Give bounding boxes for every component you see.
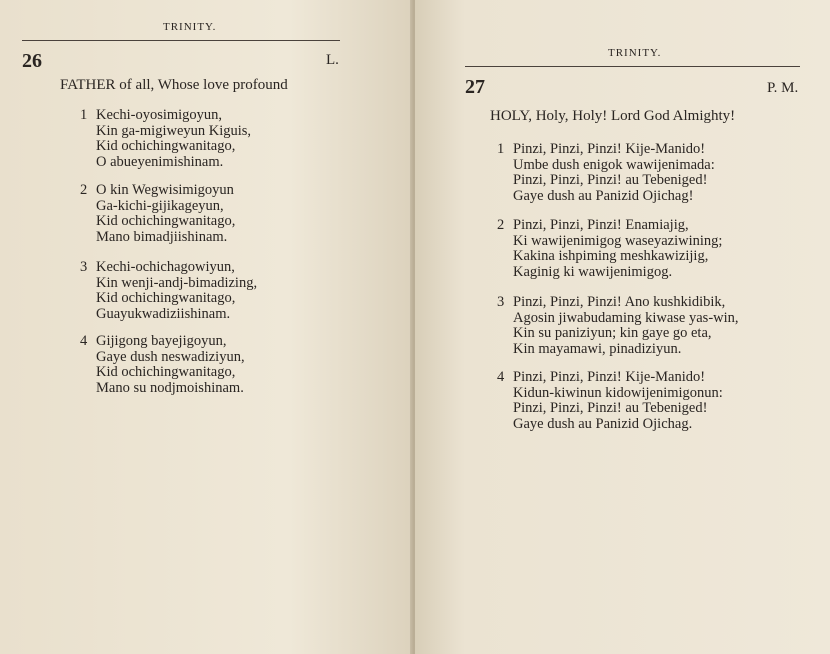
verse-line: Pinzi, Pinzi, Pinzi! Kije-Manido!	[513, 369, 706, 385]
verse-line: Pinzi, Pinzi, Pinzi! au Tebeniged!	[513, 400, 708, 416]
verse-line: Kaginig ki wawijenimigog.	[513, 263, 673, 280]
stanza-number: 3	[497, 294, 505, 310]
stanza-number: 2	[497, 217, 505, 233]
verse-line: Pinzi, Pinzi, Pinzi! Kije-Manido!	[513, 141, 706, 157]
stanza-number: 1	[497, 141, 505, 157]
right-page	[415, 0, 830, 654]
verse-line: Kidun-kiwinun kidowijenimigonun:	[513, 384, 723, 401]
hymn-first-line: FATHER of all, Whose love profound	[60, 77, 288, 93]
verse-line: Kid ochichingwanitago,	[96, 213, 236, 229]
verse-line: Gaye dush au Panizid Ojichag.	[513, 415, 693, 432]
hymn-number: 27	[465, 76, 485, 98]
hymn-meter: L.	[326, 52, 339, 68]
verse-line: Kid ochichingwanitago,	[96, 138, 236, 154]
hymn-meter: P. M.	[767, 80, 799, 96]
verse-line: Kakina ishpiming meshkawizijig,	[513, 248, 709, 264]
stanza	[80, 183, 235, 245]
stanza	[497, 295, 739, 357]
verse-line: Pinzi, Pinzi, Pinzi! Ano kushkidibik,	[513, 294, 726, 310]
stanza	[80, 260, 257, 322]
stanza-number: 4	[497, 369, 505, 385]
verse-line: Kin mayamawi, pinadiziyun.	[513, 340, 682, 357]
left-page	[0, 0, 413, 654]
stanza	[497, 218, 722, 280]
hymn-number: 26	[22, 50, 42, 72]
stanza-number: 4	[80, 333, 88, 349]
verse-line: Mano su nodjmoishinam.	[96, 379, 244, 396]
hymn-first-line: HOLY, Holy, Holy! Lord God Almighty!	[490, 108, 736, 124]
verse-line: Kid ochichingwanitago,	[96, 290, 236, 306]
stanza	[80, 108, 251, 170]
verse-line: Kid ochichingwanitago,	[96, 364, 236, 380]
stanza-number: 2	[80, 182, 88, 198]
stanza-number: 3	[80, 259, 88, 275]
verse-line: Kin ga-migiweyun Kiguis,	[96, 122, 252, 139]
verse-line: Umbe dush enigok wawijenimada:	[513, 156, 715, 173]
verse-line: Kechi-oyosimigoyun,	[96, 107, 223, 123]
verse-line: O kin Wegwisimigoyun	[96, 182, 234, 198]
header-rule	[465, 66, 800, 67]
verse-line: Agosin jiwabudaming kiwase yas-win,	[513, 309, 739, 326]
verse-line: Kin wenji-andj-bimadizing,	[96, 274, 258, 291]
verse-line: Ki wawijenimigog waseyaziwining;	[513, 232, 723, 249]
stanza	[497, 142, 715, 204]
verse-line: Gaye dush neswadiziyun,	[96, 348, 245, 365]
verse-line: Ga-kichi-gijikageyun,	[96, 197, 224, 214]
running-head: TRINITY.	[608, 47, 662, 59]
stanza	[80, 334, 245, 396]
running-head: TRINITY.	[163, 21, 217, 33]
stanza	[497, 370, 723, 432]
verse-line: Kechi-ochichagowiyun,	[96, 259, 235, 275]
verse-line: Gijigong bayejigoyun,	[96, 333, 227, 349]
stanza-number: 1	[80, 107, 88, 123]
verse-line: O abueyenimishinam.	[96, 153, 224, 170]
verse-line: Gaye dush au Panizid Ojichag!	[513, 187, 694, 204]
header-rule	[22, 40, 340, 41]
verse-line: Pinzi, Pinzi, Pinzi! Enamiajig,	[513, 217, 689, 233]
verse-line: Kin su paniziyun; kin gaye go eta,	[513, 325, 712, 341]
verse-line: Pinzi, Pinzi, Pinzi! au Tebeniged!	[513, 172, 708, 188]
verse-line: Mano bimadjiishinam.	[96, 228, 228, 245]
verse-line: Guayukwadiziishinam.	[96, 305, 231, 322]
